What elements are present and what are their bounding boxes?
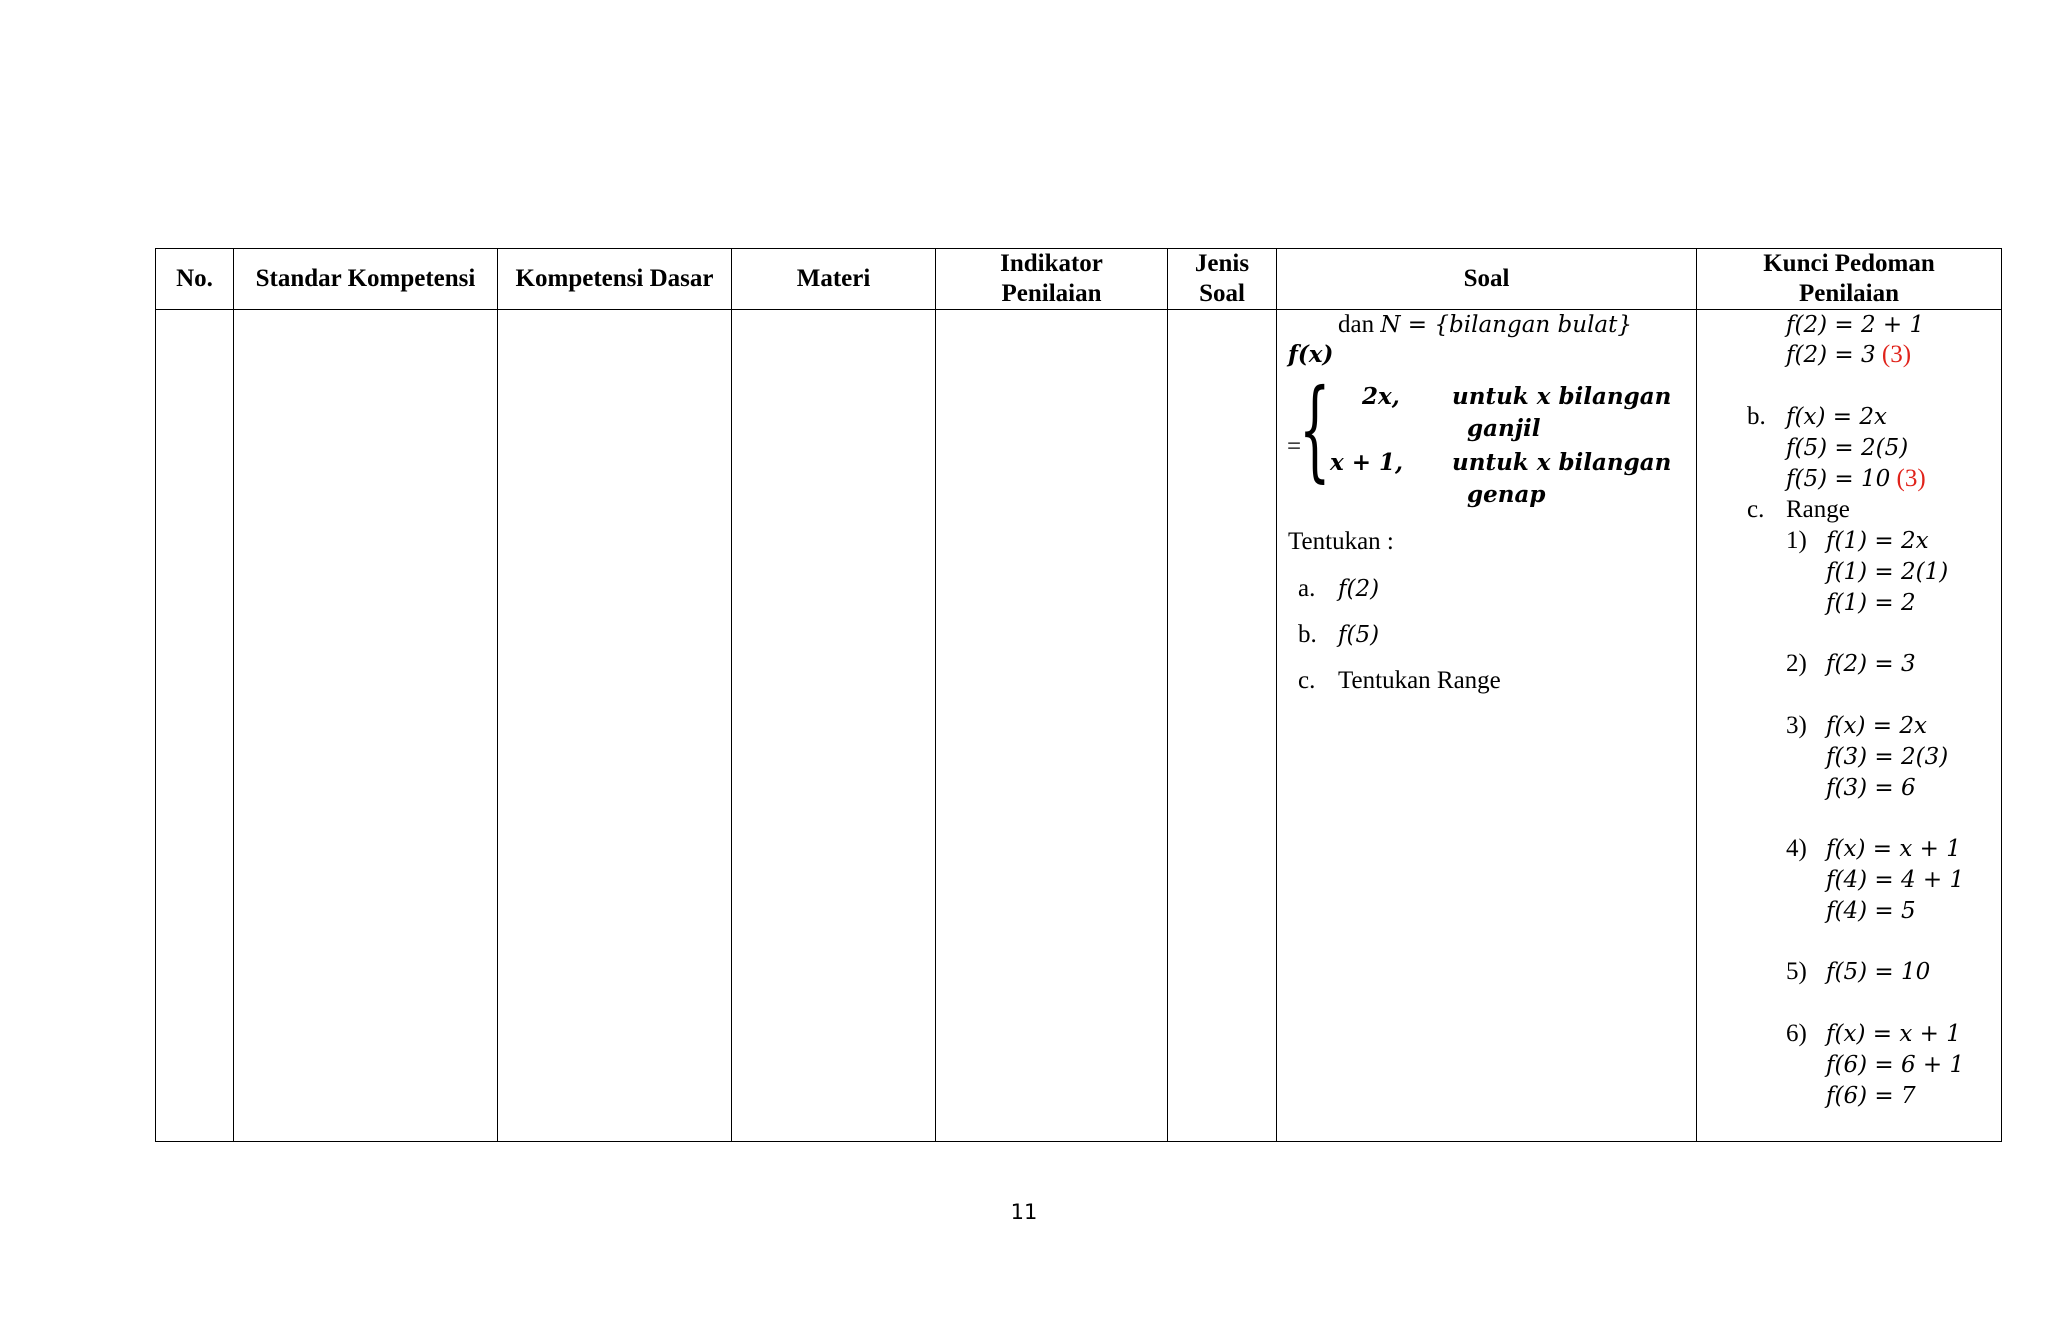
- cell-kompetensi-dasar: [498, 310, 732, 1142]
- range-line: f(4) = 4 + 1: [1826, 867, 1965, 893]
- soal-item-text: f(2): [1338, 576, 1380, 602]
- kunci-b-line1: f(x) = 2x: [1786, 404, 1887, 430]
- soal-tentukan: Tentukan :: [1288, 528, 1394, 555]
- assessment-table: [155, 248, 2002, 1142]
- range-line: f(6) = 6 + 1: [1826, 1052, 1965, 1078]
- header-indikator-line2: Penilaian: [1001, 280, 1102, 307]
- cell-standar-kompetensi: [234, 310, 498, 1142]
- page-number: 11: [1010, 1200, 1038, 1224]
- kunci-c-title: Range: [1786, 496, 1850, 523]
- range-num: 1): [1786, 527, 1807, 554]
- range-line: f(1) = 2: [1826, 590, 1916, 616]
- cell-jenis-soal: [1168, 310, 1277, 1142]
- soal-item-text: f(5): [1338, 622, 1380, 648]
- soal-case1-cond2: ganjil: [1467, 415, 1541, 442]
- header-materi: Materi: [732, 249, 936, 310]
- soal-case2-expr: x + 1,: [1330, 449, 1404, 476]
- kunci-a-line1: f(2) = 2 + 1: [1786, 312, 1925, 338]
- header-kunci-line1: Kunci Pedoman: [1763, 250, 1935, 277]
- soal-case1-expr: 2x,: [1362, 383, 1400, 410]
- cell-indikator: [936, 310, 1168, 1142]
- range-num: 6): [1786, 1020, 1807, 1047]
- kunci-b-line2: f(5) = 2(5): [1786, 435, 1909, 461]
- table-header-row: [156, 249, 2002, 310]
- range-line: f(1) = 2x: [1826, 528, 1929, 554]
- range-num: 3): [1786, 712, 1807, 739]
- kunci-b-label: b.: [1747, 403, 1766, 430]
- soal-item-label: c.: [1298, 667, 1316, 694]
- header-jenis-line1: Jenis: [1194, 250, 1250, 277]
- cell-no: [156, 310, 234, 1142]
- range-line: f(5) = 10: [1826, 959, 1931, 985]
- soal-item-text: Tentukan Range: [1338, 667, 1501, 694]
- score-badge: (3): [1896, 465, 1926, 492]
- range-line: f(x) = 2x: [1826, 713, 1927, 739]
- soal-case2-cond2: genap: [1467, 481, 1546, 508]
- range-line: f(3) = 6: [1826, 775, 1916, 801]
- soal-case2-cond: untuk x bilangan: [1452, 449, 1672, 476]
- header-jenis-line2: Soal: [1199, 280, 1245, 307]
- header-no: No.: [156, 249, 234, 310]
- header-kunci-pedoman: [1697, 249, 2002, 310]
- soal-domain-line: dan N = {bilangan bulat}: [1338, 311, 1633, 338]
- range-line: f(2) = 3: [1826, 651, 1916, 677]
- header-standar-kompetensi: Standar Kompetensi: [234, 249, 498, 310]
- header-indikator-line1: Indikator: [1000, 250, 1103, 277]
- cell-kunci-pedoman: [1697, 310, 2002, 1142]
- range-line: f(4) = 5: [1826, 898, 1916, 924]
- range-num: 5): [1786, 958, 1807, 985]
- header-indikator-penilaian: [936, 249, 1168, 310]
- header-jenis-soal: [1168, 249, 1277, 310]
- cell-soal: [1277, 310, 1697, 1142]
- soal-equals-sign: =: [1287, 433, 1302, 460]
- kunci-a-line2: f(2) = 3 (3): [1786, 341, 1912, 368]
- range-line: f(x) = x + 1: [1826, 1021, 1961, 1047]
- header-kompetensi-dasar: Kompetensi Dasar: [498, 249, 732, 310]
- range-line: f(x) = x + 1: [1826, 836, 1961, 862]
- table-row: [156, 310, 2002, 1142]
- range-line: f(1) = 2(1): [1826, 559, 1949, 585]
- soal-case1-cond: untuk x bilangan: [1452, 383, 1672, 410]
- range-num: 2): [1786, 650, 1807, 677]
- soal-fx-label: f(x): [1288, 341, 1334, 368]
- soal-item-label: a.: [1298, 575, 1316, 602]
- header-soal: Soal: [1277, 249, 1697, 310]
- range-line: f(3) = 2(3): [1826, 744, 1949, 770]
- kunci-b-line3: f(5) = 10 (3): [1786, 465, 1926, 492]
- score-badge: (3): [1881, 341, 1912, 368]
- kunci-c-label: c.: [1747, 496, 1765, 523]
- left-brace-icon: {: [1299, 365, 1331, 493]
- range-num: 4): [1786, 835, 1807, 862]
- soal-item-label: b.: [1298, 621, 1317, 648]
- header-kunci-line2: Penilaian: [1798, 280, 1899, 307]
- cell-materi: [732, 310, 936, 1142]
- range-line: f(6) = 7: [1826, 1083, 1916, 1109]
